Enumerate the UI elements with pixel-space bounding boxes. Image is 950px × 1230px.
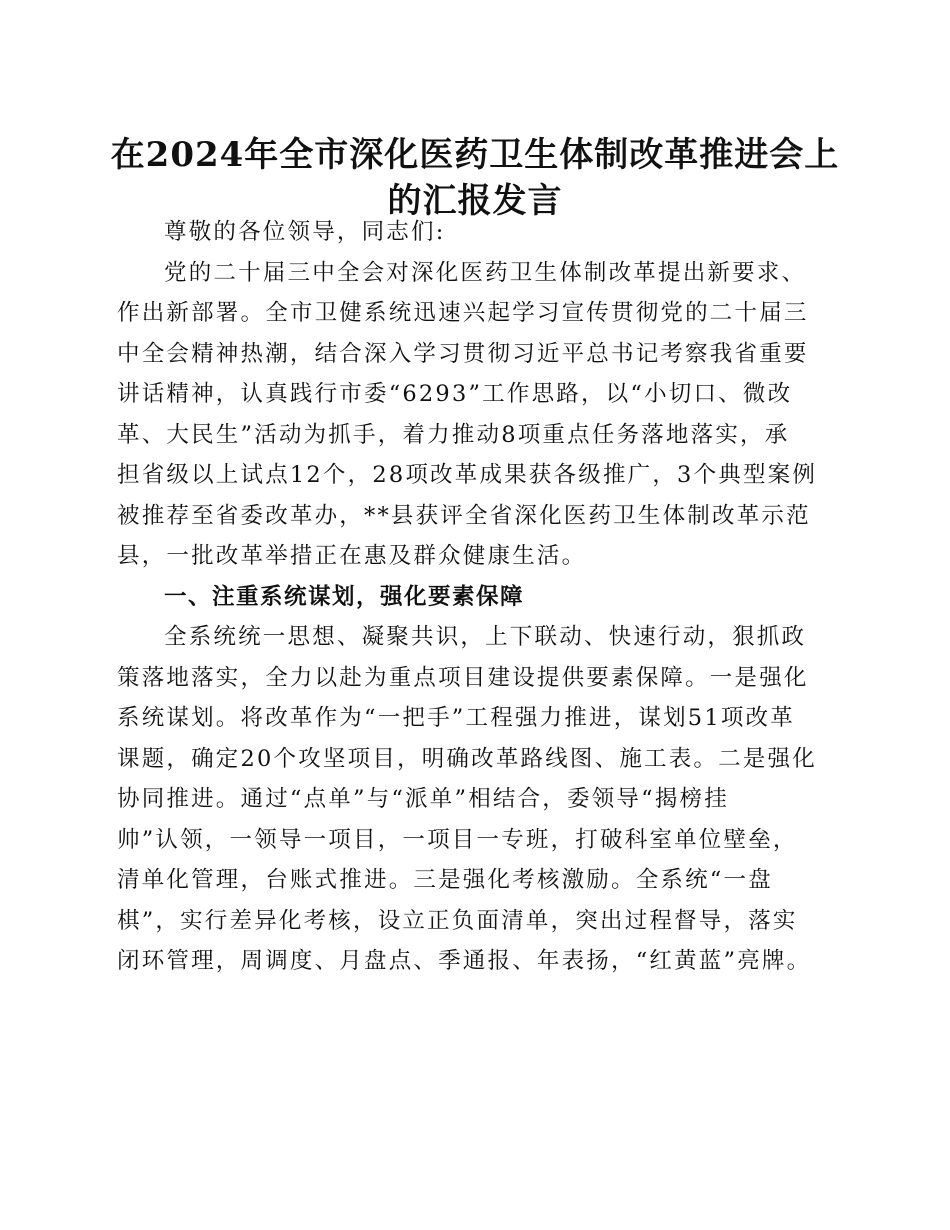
section-1-line: 清单化管理，台账式推进。三是强化考核激励。全系统“一盘 bbox=[117, 867, 773, 893]
document-body bbox=[117, 212, 833, 982]
section-1-line: 全系统统一思想、凝聚共识，上下联动、快速行动，狠抓政 bbox=[164, 624, 807, 650]
document-title bbox=[100, 132, 850, 224]
intro-line: 讲话精神，认真践行市委“6293”工作思路，以“小切口、微改 bbox=[117, 381, 793, 407]
salutation: 尊敬的各位领导，同志们: bbox=[164, 219, 446, 245]
intro-line: 中全会精神热潮，结合深入学习贯彻习近平总书记考察我省重要 bbox=[117, 340, 809, 367]
section-1-line: 策落地落实，全力以赴为重点项目建设提供要素保障。一是强化 bbox=[117, 664, 809, 691]
intro-line: 革、大民生”活动为抓手，着力推动8项重点任务落地落实，承 bbox=[117, 421, 790, 448]
intro-line: 党的二十届三中全会对深化医药卫生体制改革提出新要求、 bbox=[164, 259, 807, 286]
section-1-line: 棋”，实行差异化考核，设立正负面清单，突出过程督导，落实 bbox=[117, 907, 798, 934]
intro-paragraph bbox=[117, 253, 833, 577]
intro-line: 担省级以上试点12个，28项改革成果获各级推广，3个典型案例 bbox=[117, 462, 818, 488]
intro-line: 被推荐至省委改革办，**县获评全省深化医药卫生体制改革示范 bbox=[117, 502, 811, 529]
section-1-paragraph bbox=[117, 617, 833, 982]
intro-line: 作出新部署。全市卫健系统迅速兴起学习宣传贯彻党的二十届三 bbox=[117, 300, 809, 326]
section-1-line: 帅”认领，一领导一项目，一项目一专班，打破科室单位壁垒， bbox=[117, 826, 798, 853]
section-1-line: 协同推进。通过“点单”与“派单”相结合，委领导“揭榜挂 bbox=[117, 786, 729, 812]
title-line-2: 的汇报发言 bbox=[387, 181, 563, 221]
intro-line: 县，一批改革举措正在惠及群众健康生活。 bbox=[117, 543, 587, 569]
section-1-line: 课题，确定20个攻坚项目，明确改革路线图、施工表。二是强化 bbox=[117, 745, 817, 772]
title-line-1: 在2024年全市深化医药卫生体制改革推进会上 bbox=[110, 135, 840, 175]
section-heading-1: 一、注重系统谋划，强化要素保障 bbox=[164, 583, 525, 610]
section-1-line: 闭环管理，周调度、月盘点、季通报、年表扬，“红黄蓝”亮牌。 bbox=[117, 948, 812, 974]
section-1-line: 系统谋划。将改革作为“一把手”工程强力推进，谋划51项改革 bbox=[117, 705, 795, 731]
